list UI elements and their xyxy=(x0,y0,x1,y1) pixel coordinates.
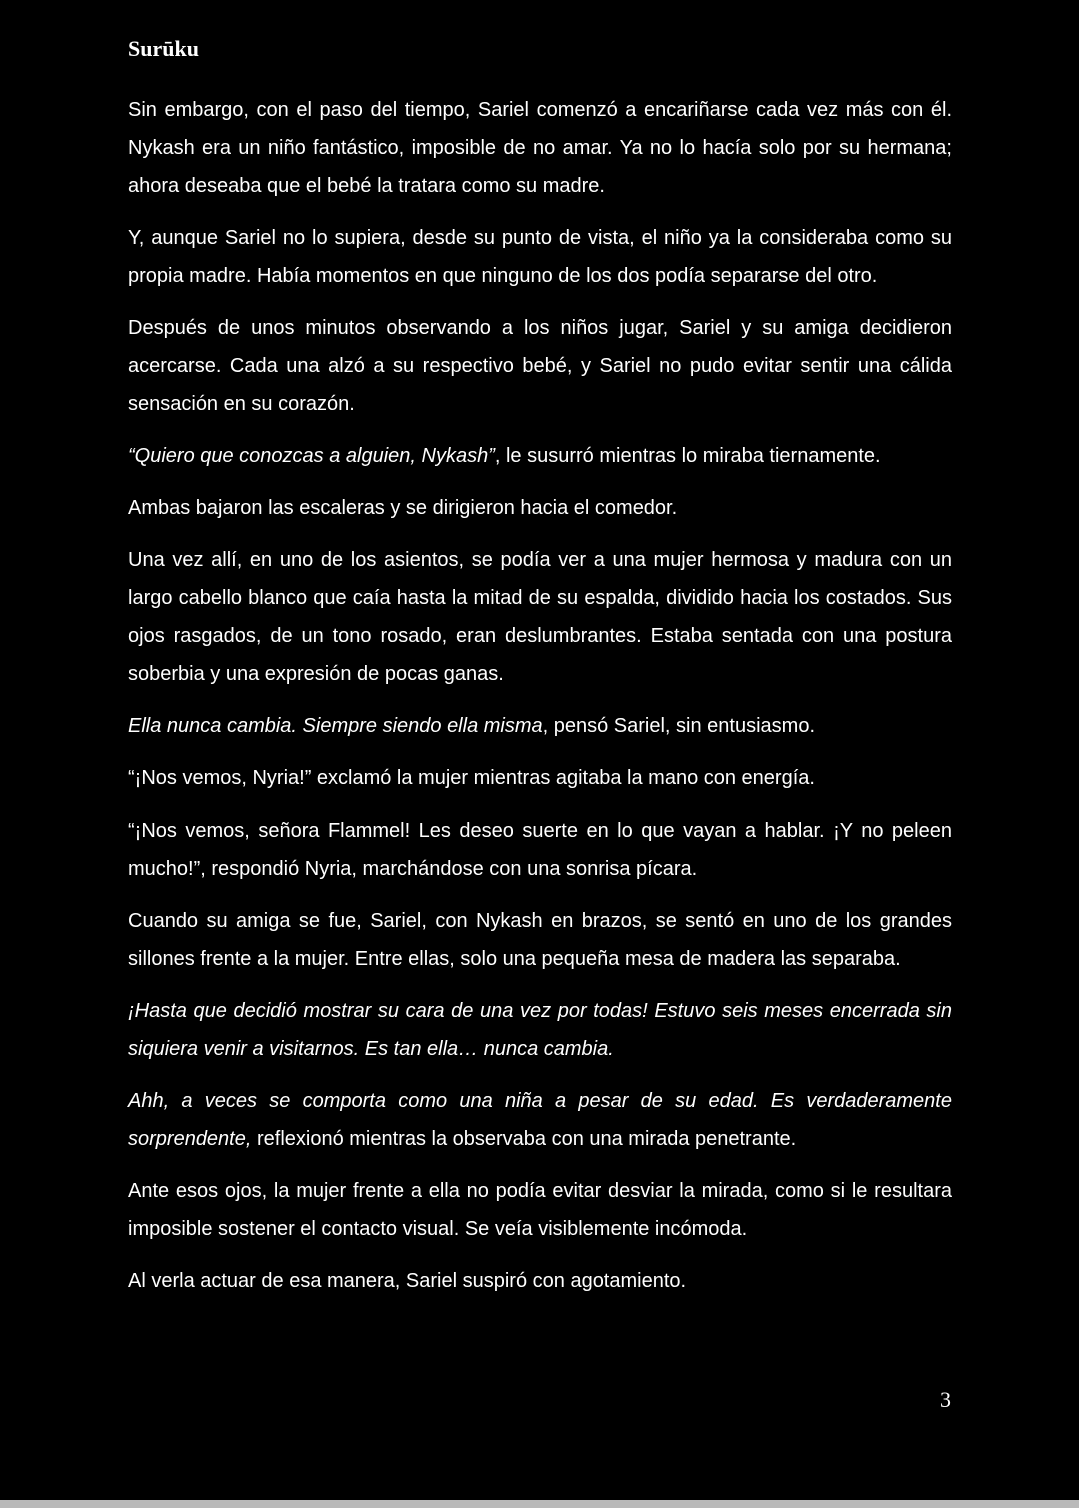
running-header-title: Surūku xyxy=(128,36,199,61)
paragraph xyxy=(128,903,952,979)
paragraph xyxy=(128,1173,952,1249)
paragraph xyxy=(128,220,952,296)
paragraph-text: Sin embargo, con el paso del tiempo, Sariel comenzó a encariñarse cada vez más con él. Nykash era un niño fantástico, imposible de no amar. Ya no lo hacía solo por su hermana; ahora deseaba que el bebé la tratara como su madre. xyxy=(128,99,952,197)
paragraph xyxy=(128,310,952,423)
paragraph-text: Después de unos minutos observando a los niños jugar, Sariel y su amiga decidieron acercarse. Cada una alzó a su respectivo bebé, y Sariel no pudo evitar sentir una cálida sensación en su corazón. xyxy=(128,316,952,415)
body-text xyxy=(128,92,952,1316)
paragraph-italic-text: Ella nunca cambia. Siempre siendo ella misma xyxy=(128,715,543,738)
paragraph-text: “¡Nos vemos, señora Flammel! Les deseo suerte en lo que vayan a hablar. ¡Y no peleen mucho!”, respondió Nyria, marchándose con una sonrisa pícara. xyxy=(128,819,952,880)
paragraph xyxy=(128,542,952,693)
paragraph-text: reflexionó mientras la observaba con una mirada penetrante. xyxy=(251,1127,797,1150)
paragraph-text: Y, aunque Sariel no lo supiera, desde su punto de vista, el niño ya la consideraba como su propia madre. Había momentos en que ninguno de los dos podía separarse del otro. xyxy=(128,226,952,287)
paragraph-text: Cuando su amiga se fue, Sariel, con Nykash en brazos, se sentó en uno de los grandes sillones frente a la mujer. Entre ellas, solo una pequeña mesa de madera las separaba. xyxy=(128,909,952,970)
paragraph xyxy=(128,708,952,746)
paragraph-text: Ante esos ojos, la mujer frente a ella no podía evitar desviar la mirada, como si le resultara imposible sostener el contacto visual. Se veía visiblemente incómoda. xyxy=(128,1180,952,1240)
paragraph xyxy=(128,813,952,889)
paragraph xyxy=(128,1263,952,1301)
page-number: 3 xyxy=(940,1387,951,1412)
paragraph xyxy=(128,92,952,205)
paragraph xyxy=(128,490,952,528)
paragraph-text: , le susurró mientras lo miraba tiernamente. xyxy=(494,444,881,467)
paragraph-text: , pensó Sariel, sin entusiasmo. xyxy=(542,715,816,738)
paragraph-text: “¡Nos vemos, Nyria!” exclamó la mujer mientras agitaba la mano con energía. xyxy=(128,767,815,790)
paragraph-text: Al verla actuar de esa manera, Sariel suspiró con agotamiento. xyxy=(128,1270,687,1293)
paragraph xyxy=(128,1083,952,1159)
paragraph xyxy=(128,993,952,1069)
paragraph xyxy=(128,438,952,476)
paragraph-text: Ambas bajaron las escaleras y se dirigieron hacia el comedor. xyxy=(128,497,678,520)
paragraph-text: Una vez allí, en uno de los asientos, se podía ver a una mujer hermosa y madura con un largo cabello blanco que caía hasta la mitad de su espalda, dividido hacia los costados. Sus ojos rasgados, de un tono rosado, eran deslumbrantes. Estaba sentada con una postura soberbia y una expresión de pocas ganas. xyxy=(128,549,952,685)
paragraph-italic-text: “Quiero que conozcas a alguien, Nykash” xyxy=(128,444,495,467)
paragraph-italic-text: ¡Hasta que decidió mostrar su cara de una vez por todas! Estuvo seis meses encerrada sin siquiera venir a visitarnos. Es tan ella… nunca cambia. xyxy=(128,999,952,1060)
paragraph-italic-text: Ahh, a veces se comporta como una niña a pesar de su edad. Es verdaderamente sorprendente, xyxy=(128,1090,952,1150)
paragraph xyxy=(128,760,952,798)
page-bottom-edge xyxy=(0,1500,1079,1508)
